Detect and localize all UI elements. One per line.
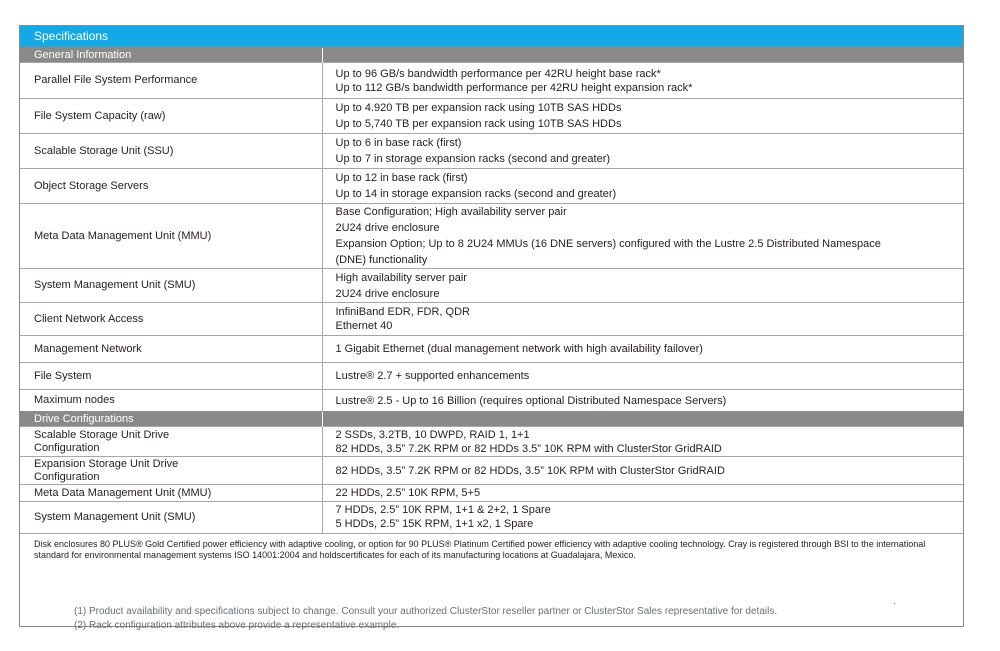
- spec-value: [322, 269, 963, 303]
- spec-row: [20, 269, 963, 303]
- spec-row: [20, 169, 963, 204]
- spec-row: [20, 99, 963, 134]
- spec-label: Management Network: [20, 336, 322, 363]
- spec-value: [322, 303, 963, 336]
- spec-value-line: High availability server pair: [335, 271, 467, 284]
- spec-value-line: 82 HDDs, 3.5” 7.2K RPM or 82 HDDs 3.5” 10K RPM with ClusterStor GridRAID: [335, 442, 722, 455]
- spec-value-line: Up to 112 GB/s bandwidth performance per 42RU height expansion rack*: [335, 81, 693, 94]
- spec-label: System Management Unit (SMU): [20, 502, 322, 533]
- footnotes: [20, 593, 963, 633]
- spec-value-line: Up to 7 in storage expansion racks (second and greater): [335, 153, 611, 165]
- spec-value: [322, 427, 963, 457]
- spec-value-line: 5 HDDs, 2.5” 15K RPM, 1+1 x2, 1 Spare: [335, 518, 534, 531]
- spec-row: [20, 390, 963, 412]
- spec-value-line: 22 HDDs, 2.5” 10K RPM, 5+5: [335, 487, 481, 499]
- section-title: Drive Configurations: [20, 412, 322, 427]
- section-header: [20, 412, 963, 427]
- spec-row: [20, 204, 963, 269]
- spec-value: [322, 134, 963, 169]
- spec-value-line: 2U24 drive enclosure: [335, 222, 440, 234]
- spec-label: Object Storage Servers: [20, 169, 322, 204]
- spec-value-line: Expansion Option; Up to 8 2U24 MMUs (16 DNE servers) configured with the Lustre 2.5 Distributed Namespace: [335, 238, 881, 250]
- spec-value: [322, 363, 963, 390]
- spec-value-line: Lustre® 2.7 + supported enhancements: [335, 370, 530, 382]
- spec-label: Scalable Storage Unit (SSU): [20, 134, 322, 169]
- spec-row: [20, 485, 963, 502]
- spec-value-line: Lustre® 2.5 - Up to 16 Billion (requires optional Distributed Namespace Servers): [335, 394, 727, 407]
- spec-label: System Management Unit (SMU): [20, 269, 322, 303]
- spec-label: Expansion Storage Unit Drive Configuration: [20, 457, 322, 485]
- spec-value-line: Up to 96 GB/s bandwidth performance per 42RU height base rack*: [335, 67, 661, 80]
- spec-label: Maximum nodes: [20, 390, 322, 412]
- environment-note-text: Disk enclosures 80 PLUS® Gold Certified power efficiency with adaptive cooling, or option for 90 PLUS® Platinum Certified power efficiency with adaptive cooling technology. Cray is registered through BSI to the international standard for environmental management systems ISO 14001:2004 and holdscertificates for each of its manufacturing locations at Guadalajara, Mexico.: [34, 538, 926, 560]
- spec-value: [322, 457, 963, 485]
- spec-label: Meta Data Management Unit (MMU): [20, 485, 322, 502]
- spec-value-line: Up to 4.920 TB per expansion rack using 10TB SAS HDDs: [335, 102, 622, 114]
- spec-value-line: Up to 12 in base rack (first): [335, 172, 468, 184]
- spec-value: [322, 502, 963, 533]
- spec-row: [20, 502, 963, 533]
- spec-label: Meta Data Management Unit (MMU): [20, 204, 322, 269]
- spec-value: [322, 63, 963, 99]
- spec-value: [322, 485, 963, 502]
- section-header: [20, 48, 963, 63]
- spec-label: File System: [20, 363, 322, 390]
- spec-label: Scalable Storage Unit Drive Configuration: [20, 427, 322, 457]
- spec-row: [20, 303, 963, 336]
- spec-row: [20, 457, 963, 485]
- spec-value-line: Ethernet 40: [335, 320, 393, 332]
- specifications-sheet: [19, 25, 964, 631]
- footnote-2: (2) Rack configuration attributes above provide a representative example.: [74, 619, 400, 631]
- spec-value-line: Up to 5,740 TB per expansion rack using 10TB SAS HDDs: [335, 118, 622, 130]
- spec-value-line: Up to 6 in base rack (first): [335, 137, 462, 149]
- spec-row: [20, 363, 963, 390]
- spec-value-line: (DNE) functionality: [335, 254, 428, 266]
- spec-value: [322, 204, 963, 269]
- spec-value-line: Up to 14 in storage expansion racks (second and greater): [335, 188, 617, 200]
- spec-value-line: 2U24 drive enclosure: [335, 287, 440, 300]
- spec-value-line: 82 HDDs, 3.5” 7.2K RPM or 82 HDDs, 3.5” 10K RPM with ClusterStor GridRAID: [335, 464, 725, 477]
- spec-row: [20, 427, 963, 457]
- spec-label: Client Network Access: [20, 303, 322, 336]
- footnote-1: (1) Product availability and specifications subject to change. Consult your authorized ClusterStor reseller partner or ClusterStor Sales representative for details.: [74, 605, 778, 617]
- spec-value-line: 1 Gigabit Ethernet (dual management network with high availability failover): [335, 343, 703, 355]
- section-title-spacer: [322, 48, 963, 63]
- spec-label: File System Capacity (raw): [20, 99, 322, 134]
- stray-mark: .: [893, 596, 896, 607]
- specifications-table: [20, 47, 963, 533]
- spec-value: [322, 390, 963, 412]
- section-title: General Information: [20, 48, 322, 63]
- environment-note: [20, 533, 963, 593]
- spec-row: [20, 63, 963, 99]
- section-title-spacer: [322, 412, 963, 427]
- spec-value-line: 7 HDDs, 2.5” 10K RPM, 1+1 & 2+2, 1 Spare: [335, 504, 551, 517]
- specifications-title: Specifications: [20, 26, 963, 47]
- spec-value-line: Base Configuration; High availability server pair: [335, 206, 567, 218]
- spec-label: Parallel File System Performance: [20, 63, 322, 99]
- spec-value: [322, 169, 963, 204]
- spec-value: [322, 336, 963, 363]
- spec-value: [322, 99, 963, 134]
- spec-row: [20, 336, 963, 363]
- spec-row: [20, 134, 963, 169]
- spec-value-line: InfiniBand EDR, FDR, QDR: [335, 306, 470, 318]
- spec-value-line: 2 SSDs, 3.2TB, 10 DWPD, RAID 1, 1+1: [335, 428, 530, 441]
